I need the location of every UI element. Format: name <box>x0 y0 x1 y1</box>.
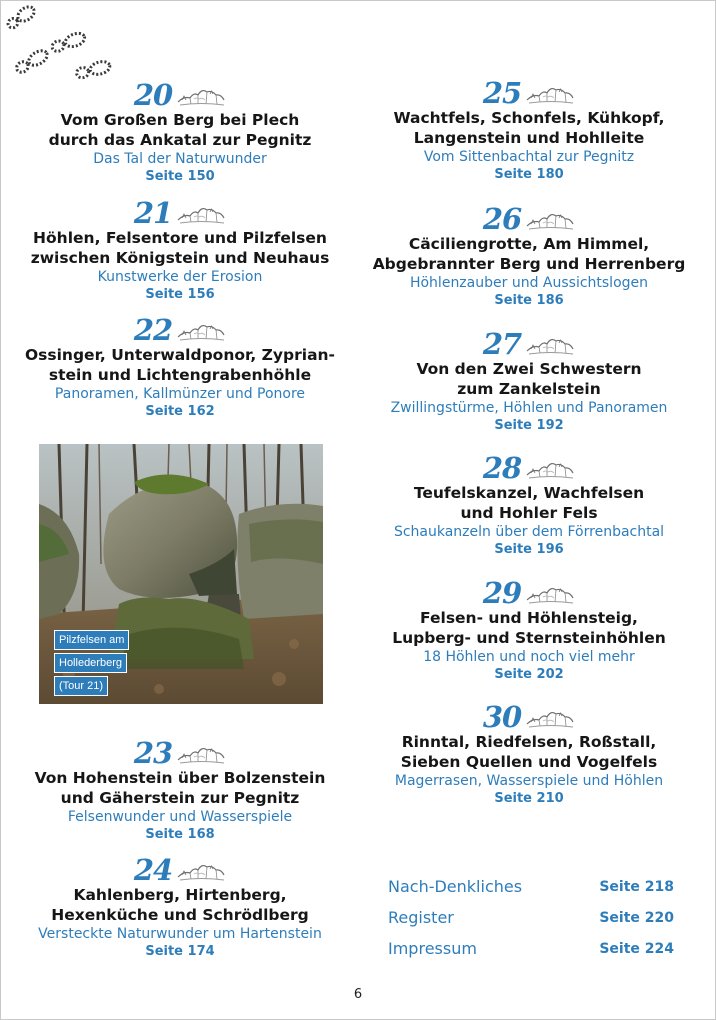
landscape-sketch-icon <box>525 580 575 606</box>
landscape-sketch-icon <box>525 80 575 106</box>
tour-subtitle: Das Tal der Naturwunder <box>93 151 267 167</box>
tour-subtitle: Schaukanzeln über dem Förrenbachtal <box>393 524 665 540</box>
landscape-sketch-icon <box>176 317 226 343</box>
tour-entry-30[interactable] <box>372 702 686 808</box>
tour-page: Seite 202 <box>494 667 564 682</box>
tour-title: und Gäherstein zur Pegnitz <box>60 789 300 807</box>
appendix-label: Impressum <box>388 939 477 958</box>
tour-entry-21[interactable] <box>20 198 340 304</box>
tour-subtitle: Panoramen, Kallmünzer und Ponore <box>54 386 306 402</box>
tour-title: Abgebrannter Berg und Herrenberg <box>372 255 686 273</box>
tour-number: 24 <box>133 853 173 887</box>
tour-page: Seite 168 <box>145 827 215 842</box>
tour-title: Ossinger, Unterwaldponor, Zyprian- <box>24 346 335 364</box>
landscape-sketch-icon <box>176 82 226 108</box>
tour-entry-28[interactable] <box>372 453 686 559</box>
appendix-label: Register <box>388 908 454 927</box>
tour-title: Hexenküche und Schrödlberg <box>51 906 309 924</box>
appendix-page: Seite 224 <box>599 940 674 957</box>
tour-page: Seite 174 <box>145 944 215 959</box>
tour-page: Seite 192 <box>494 418 564 433</box>
photo-caption <box>54 630 129 696</box>
tour-subtitle: Vom Sittenbachtal zur Pegnitz <box>423 149 635 165</box>
tour-page: Seite 162 <box>145 404 215 419</box>
tour-page: Seite 156 <box>145 287 215 302</box>
landscape-sketch-icon <box>525 704 575 730</box>
tour-title: Lupberg- und Sternsteinhöhlen <box>392 629 666 647</box>
landscape-sketch-icon <box>525 455 575 481</box>
tour-entry-27[interactable] <box>372 329 686 435</box>
tour-title: Vom Großen Berg bei Plech <box>60 111 300 129</box>
tour-number: 29 <box>482 576 522 610</box>
tour-number: 20 <box>133 78 173 112</box>
tour-entry-23[interactable] <box>20 738 340 844</box>
tour-subtitle: Höhlenzauber und Aussichtslogen <box>409 275 649 291</box>
appendix-page: Seite 218 <box>599 878 674 895</box>
tour-number: 30 <box>482 700 522 734</box>
tour-number: 25 <box>482 76 522 110</box>
tour-number: 23 <box>133 736 173 770</box>
tour-number: 26 <box>482 202 522 236</box>
footprints-icon <box>0 0 130 90</box>
tour-title: und Hohler Fels <box>460 504 598 522</box>
page-number: 6 <box>353 987 363 1002</box>
tour-subtitle: Magerrasen, Wasserspiele und Höhlen <box>394 773 664 789</box>
tour-title: Von Hohenstein über Bolzenstein <box>34 769 326 787</box>
appendix-label: Nach-Denkliches <box>388 877 523 896</box>
tour-entry-26[interactable] <box>372 204 686 310</box>
tour-entry-25[interactable] <box>372 78 686 184</box>
appendix-list <box>388 871 674 964</box>
tour-title: Sieben Quellen und Vogelfels <box>400 753 658 771</box>
appendix-item-nach-denkliches[interactable] <box>388 871 674 902</box>
tour-title: Rinntal, Riedfelsen, Roßstall, <box>401 733 657 751</box>
tour-page: Seite 180 <box>494 167 564 182</box>
tour-title: Von den Zwei Schwestern <box>416 360 642 378</box>
tour-title: durch das Ankatal zur Pegnitz <box>48 131 312 149</box>
tour-page: Seite 150 <box>145 169 215 184</box>
landscape-sketch-icon <box>176 200 226 226</box>
tour-entry-29[interactable] <box>372 578 686 684</box>
tour-title: zwischen Königstein und Neuhaus <box>30 249 330 267</box>
tour-page: Seite 186 <box>494 293 564 308</box>
tour-title: Felsen- und Höhlensteig, <box>420 609 638 627</box>
landscape-sketch-icon <box>176 740 226 766</box>
tour-number: 22 <box>133 313 173 347</box>
appendix-item-impressum[interactable] <box>388 933 674 964</box>
tour-number: 28 <box>482 451 522 485</box>
appendix-item-register[interactable] <box>388 902 674 933</box>
tour-subtitle: Zwillingstürme, Höhlen und Panoramen <box>390 400 668 416</box>
tour-page: Seite 210 <box>494 791 564 806</box>
tour-subtitle: Versteckte Naturwunder um Hartenstein <box>38 926 322 942</box>
tour-subtitle: Felsenwunder und Wasserspiele <box>67 809 293 825</box>
photo-pilzfelsen <box>39 444 323 704</box>
tour-number: 21 <box>133 196 173 230</box>
tour-entry-24[interactable] <box>20 855 340 961</box>
tour-title: Cäciliengrotte, Am Himmel, <box>408 235 650 253</box>
appendix-page: Seite 220 <box>599 909 674 926</box>
landscape-sketch-icon <box>525 206 575 232</box>
caption-line: Hollederberg <box>54 653 127 673</box>
tour-page: Seite 196 <box>494 542 564 557</box>
tour-title: Wachtfels, Schonfels, Kühkopf, <box>393 109 665 127</box>
tour-subtitle: 18 Höhlen und noch viel mehr <box>423 649 635 665</box>
tour-title: Langenstein und Hohlleite <box>413 129 645 147</box>
caption-line: (Tour 21) <box>54 676 108 696</box>
tour-entry-20[interactable] <box>20 80 340 186</box>
tour-number: 27 <box>482 327 522 361</box>
tour-title: Kahlenberg, Hirtenberg, <box>73 886 287 904</box>
landscape-sketch-icon <box>176 857 226 883</box>
caption-line: Pilzfelsen am <box>54 630 129 650</box>
tour-title: stein und Lichtengrabenhöhle <box>48 366 312 384</box>
tour-title: Höhlen, Felsentore und Pilzfelsen <box>33 229 327 247</box>
landscape-sketch-icon <box>525 331 575 357</box>
tour-title: Teufelskanzel, Wachfelsen <box>413 484 645 502</box>
tour-title: zum Zankelstein <box>457 380 601 398</box>
tour-subtitle: Kunstwerke der Erosion <box>97 269 263 285</box>
tour-entry-22[interactable] <box>20 315 340 421</box>
